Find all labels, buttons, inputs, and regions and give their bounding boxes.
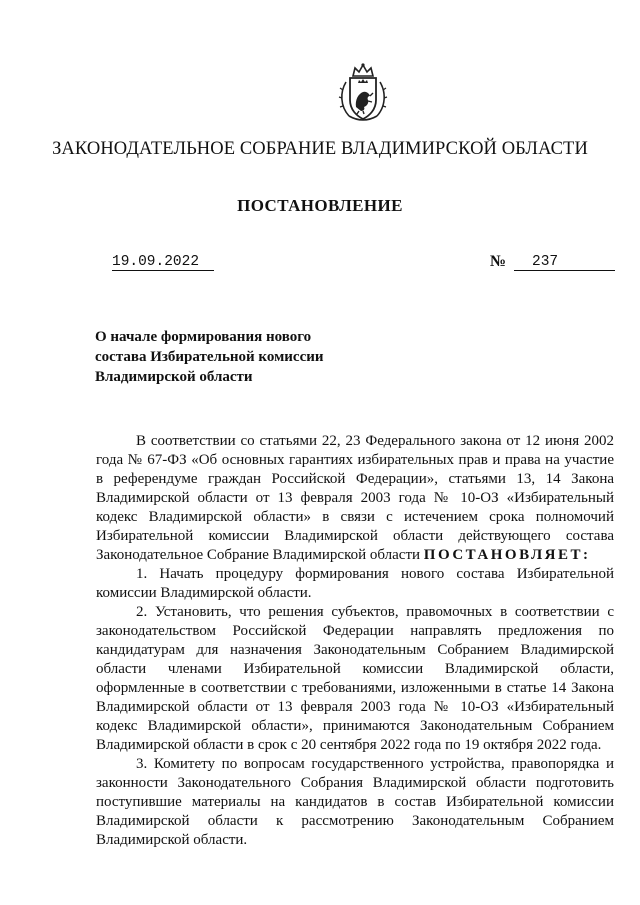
decree-word: ПОСТАНОВЛЯЕТ: [423, 547, 591, 563]
coat-of-arms-icon [337, 62, 389, 124]
document-type: ПОСТАНОВЛЕНИЕ [237, 196, 403, 215]
item-paragraph-2: 2. Установить, что решения субъектов, правомочных в соответствии с законодательством Российской Федерации направлять предложения по кандидатурам для назначения Законодательным Собранием Владимирской области членами Избирательной комиссии Владимирской области, оформленные в соответствии с требованиями, изложенными в статье 14 Закона Владимирской области от 13 февраля 2003 года № 10-ОЗ «Избирательный кодекс Владимирской области», принимаются Законодательным Собранием Владимирской области в срок с 20 сентября 2022 года по 19 октября 2022 года. [96, 604, 614, 753]
item-paragraph-3: 3. Комитету по вопросам государственного устройства, правопорядка и законности Законодательного Собрания Владимирской области подготовить поступившие материалы на кандидатов в состав Избирательной комиссии Владимирской области к рассмотрению Законодательным Собранием Владимирской области. [96, 756, 614, 848]
document-number: 237 [514, 254, 615, 271]
preamble-paragraph [96, 432, 614, 565]
organization-name: ЗАКОНОДАТЕЛЬНОЕ СОБРАНИЕ ВЛАДИМИРСКОЙ ОБЛАСТИ [52, 139, 588, 159]
item-paragraph-1: 1. Начать процедуру формирования нового состава Избирательной комиссии Владимирской области. [96, 566, 614, 601]
document-date: 19.09.2022 [112, 254, 214, 271]
document-subject: О начале формирования нового состава Избирательной комиссии Владимирской области [95, 329, 324, 385]
preamble-text: В соответствии со статьями 22, 23 Федерального закона от 12 июня 2002 года № 67-ФЗ «Об основных гарантиях избирательных прав и права на участие в референдуме граждан Российской Федерации», статьями 13, 14 Закона Владимирской области от 13 февраля 2003 года № 10-ОЗ «Избирательный кодекс Владимирской области» в связи с истечением срока полномочий Избирательной комиссии Владимирской области действующего состава Законодательное Собрание Владимирской области [96, 433, 614, 563]
document-body [96, 432, 614, 850]
number-label: № [490, 253, 507, 270]
